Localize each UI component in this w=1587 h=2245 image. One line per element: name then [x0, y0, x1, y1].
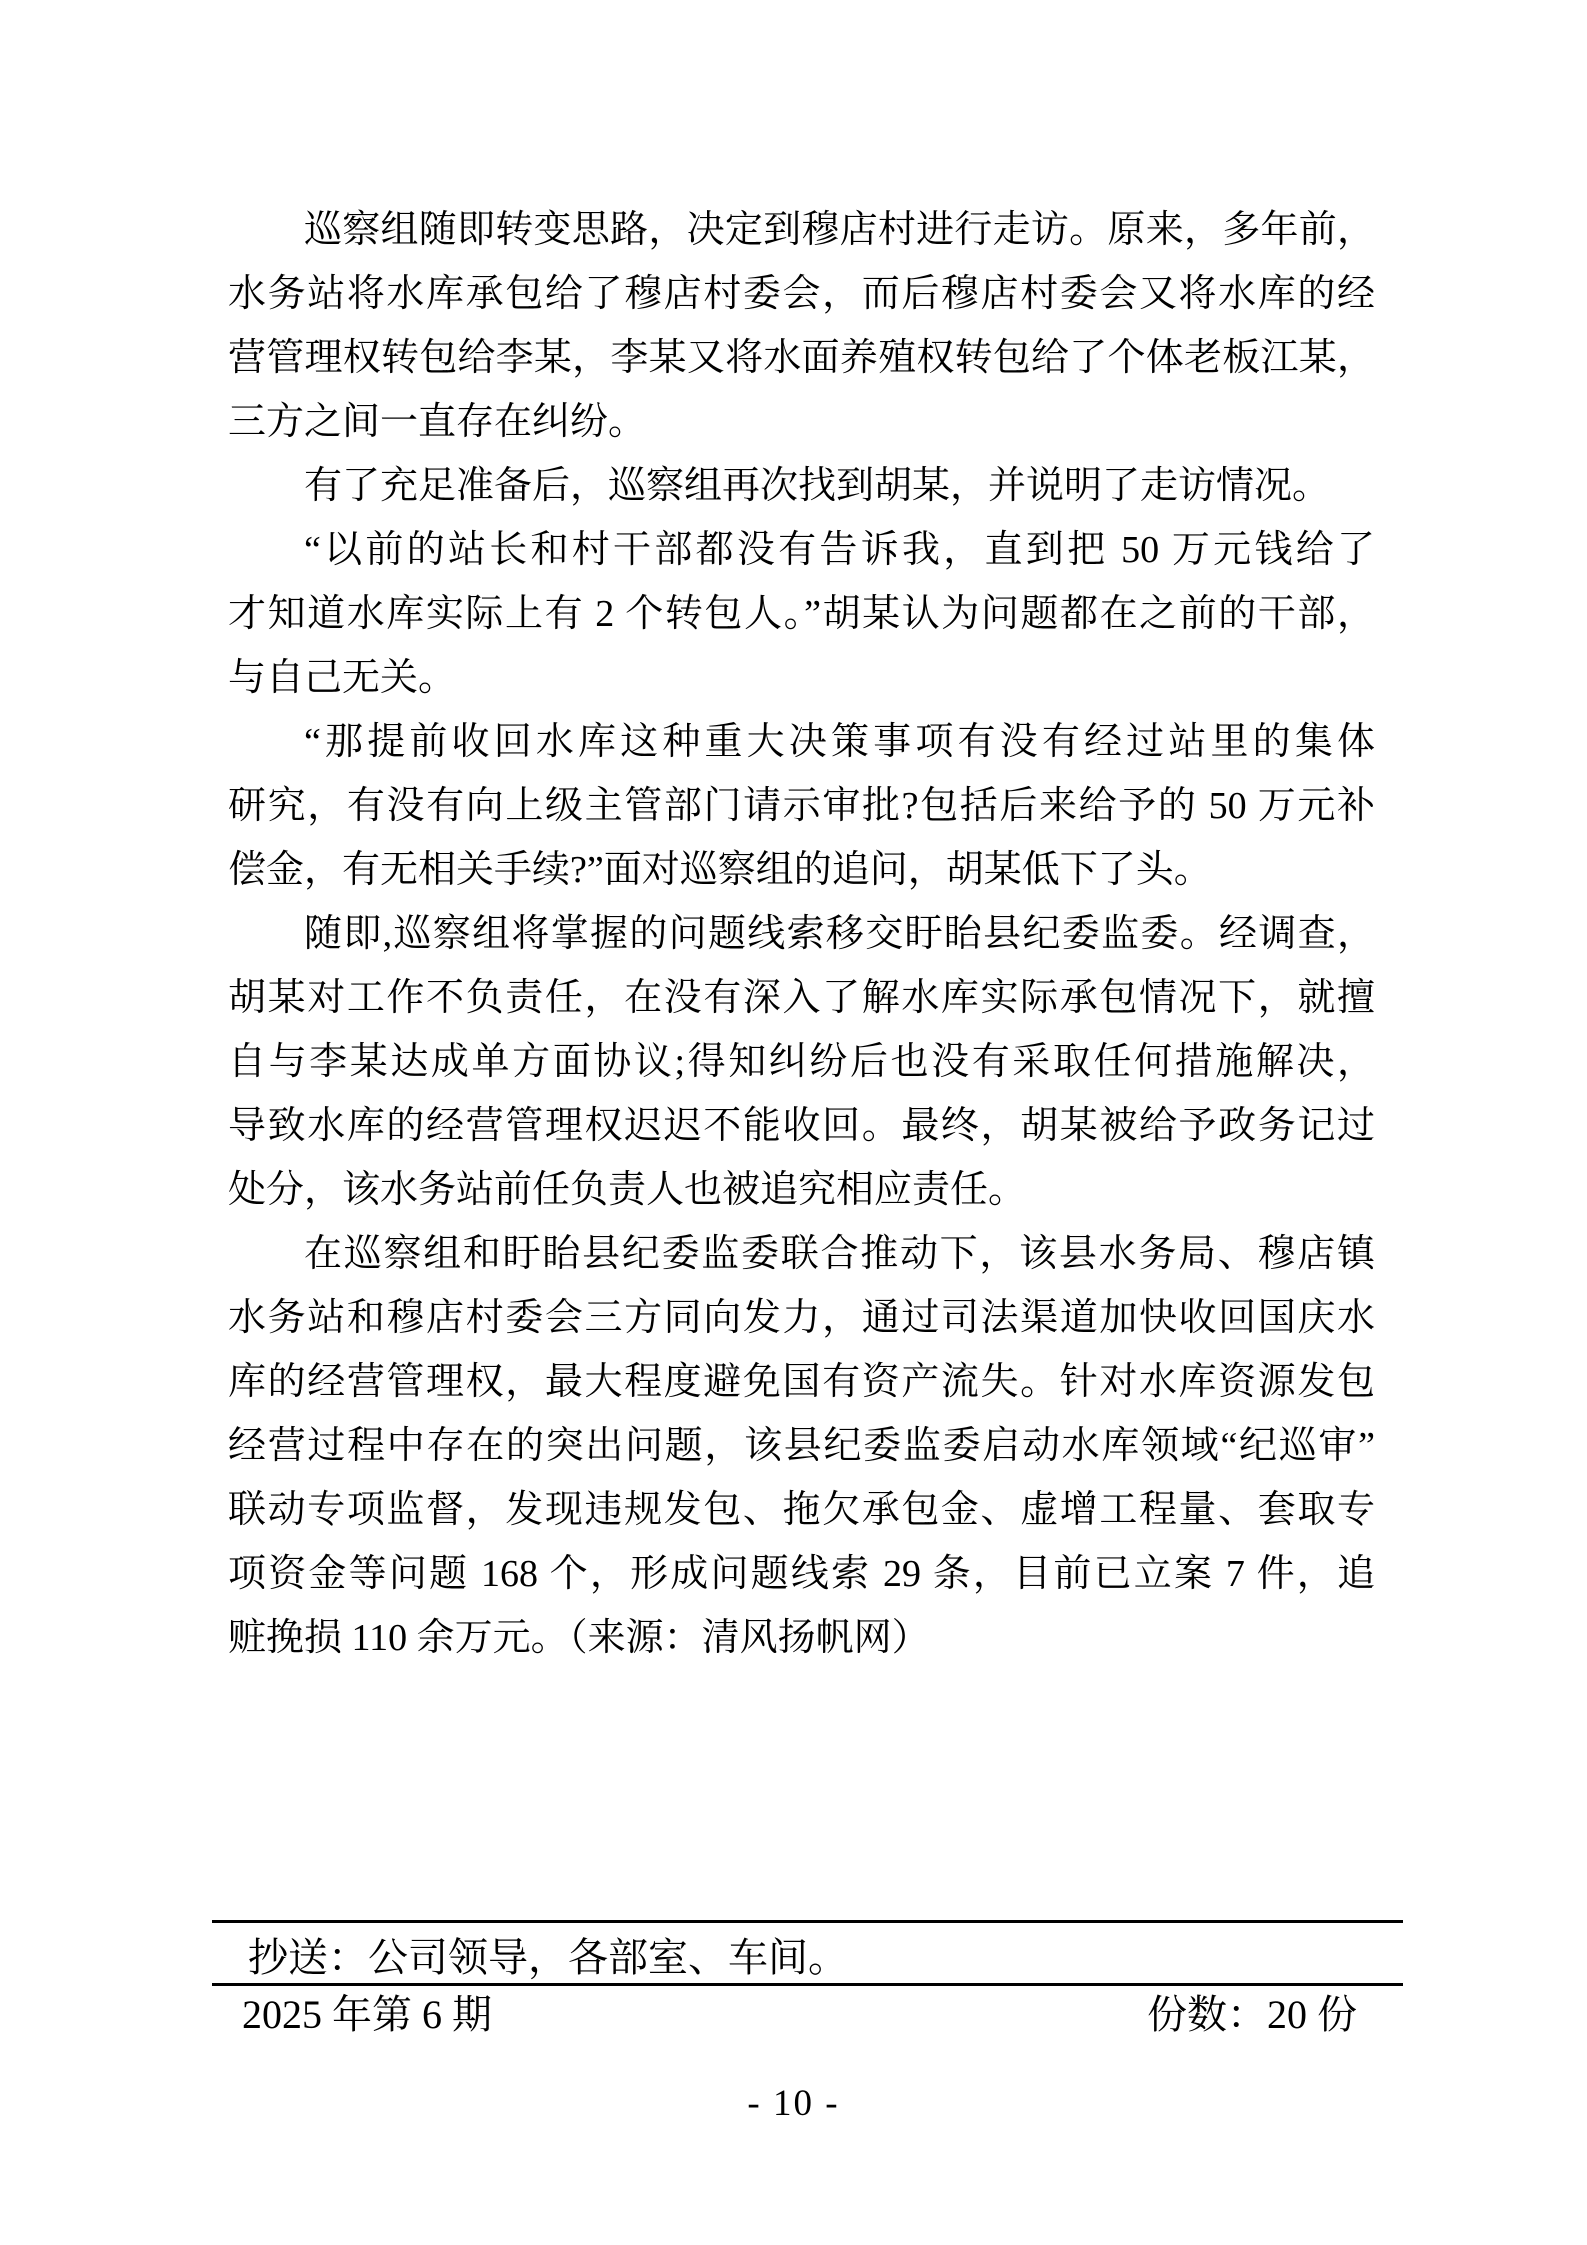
document-body: [228, 198, 1375, 1670]
text-line: 导致水库的经营管理权迟迟不能收回。最终，胡某被给予政务记过: [228, 1105, 1375, 1147]
text-line: 随即,巡察组将掌握的问题线索移交盱眙县纪委监委。经调查，: [304, 913, 1375, 955]
text-line: 巡察组随即转变思路，决定到穆店村进行走访。原来，多年前，: [304, 209, 1375, 251]
text-line: 处分，该水务站前任负责人也被追究相应责任。: [228, 1169, 1027, 1211]
issue-number: 2025 年第 6 期: [242, 1992, 492, 2037]
text-line: 赃挽损 110 余万元。（来源：清风扬帆网）: [228, 1617, 930, 1659]
text-line: 在巡察组和盱眙县纪委监委联合推动下，该县水务局、穆店镇: [304, 1233, 1375, 1275]
cc-line: 抄送：公司领导，各部室、车间。: [248, 1935, 848, 1980]
text-line: 与自己无关。: [228, 657, 457, 699]
text-line: 联动专项监督，发现违规发包、拖欠承包金、虚增工程量、套取专: [228, 1489, 1375, 1531]
page-number: - 10 -: [747, 2083, 840, 2124]
footer-meta-row: [242, 1992, 1357, 2038]
text-line: 经营过程中存在的突出问题，该县纪委监委启动水库领域“纪巡审”: [228, 1425, 1375, 1467]
text-line: 偿金，有无相关手续?”面对巡察组的追问，胡某低下了头。: [228, 849, 1212, 891]
text-line: “以前的站长和村干部都没有告诉我，直到把 50 万元钱给了: [304, 529, 1375, 571]
footer-top-rule: [212, 1920, 1403, 1923]
text-line: “那提前收回水库这种重大决策事项有没有经过站里的集体: [304, 721, 1375, 763]
text-line: 研究，有没有向上级主管部门请示审批?包括后来给予的 50 万元补: [228, 785, 1375, 827]
text-line: 才知道水库实际上有 2 个转包人。”胡某认为问题都在之前的干部，: [228, 593, 1375, 635]
text-line: 自与李某达成单方面协议;得知纠纷后也没有采取任何措施解决，: [228, 1041, 1375, 1083]
text-line: 水务站和穆店村委会三方同向发力，通过司法渠道加快收回国庆水: [228, 1297, 1375, 1339]
text-line: 项资金等问题 168 个，形成问题线索 29 条，目前已立案 7 件，追: [228, 1553, 1375, 1595]
text-line: 胡某对工作不负责任，在没有深入了解水库实际承包情况下，就擅: [228, 977, 1375, 1019]
text-line: 有了充足准备后，巡察组再次找到胡某，并说明了走访情况。: [304, 465, 1331, 507]
text-line: 库的经营管理权，最大程度避免国有资产流失。针对水库资源发包: [228, 1361, 1375, 1403]
footer-bottom-rule: [212, 1983, 1403, 1986]
text-line: 营管理权转包给李某，李某又将水面养殖权转包给了个体老板江某，: [228, 337, 1375, 379]
text-line: 三方之间一直存在纠纷。: [228, 401, 647, 443]
text-line: 水务站将水库承包给了穆店村委会，而后穆店村委会又将水库的经: [228, 273, 1375, 315]
copies-count: 份数：20 份: [1147, 1992, 1357, 2037]
